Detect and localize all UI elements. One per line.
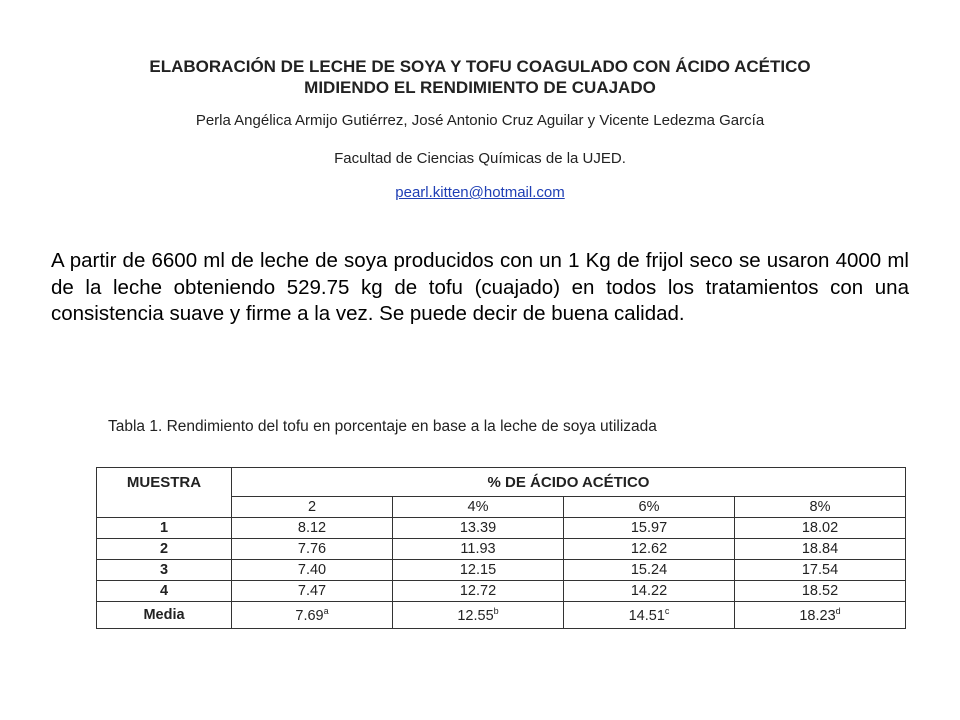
table-cell: 17.54 (735, 560, 906, 581)
table-row (97, 581, 906, 602)
row-label: 3 (97, 560, 232, 581)
row-label: 1 (97, 518, 232, 539)
significance-letter: b (493, 606, 499, 617)
mean-cell (735, 602, 906, 629)
mean-label: Media (97, 602, 232, 629)
table-header-row (97, 468, 906, 497)
title-line-2: MIDIENDO EL RENDIMIENTO DE CUAJADO (304, 78, 656, 97)
table-row (97, 560, 906, 581)
table-cell: 18.02 (735, 518, 906, 539)
column-header: 2 (232, 497, 393, 518)
table-row (97, 518, 906, 539)
table-cell: 15.97 (564, 518, 735, 539)
body-paragraph: A partir de 6600 ml de leche de soya producidos con un 1 Kg de frijol seco se usaron 4000 ml de la leche obteniendo 529.75 kg de tofu (cuajado) en todos los tratamientos con una consistencia suave y firme a la vez. Se puede decir de buena calidad. (51, 249, 909, 325)
table-row (97, 539, 906, 560)
column-header: 6% (564, 497, 735, 518)
significance-letter: a (323, 606, 329, 617)
table-cell: 14.22 (564, 581, 735, 602)
table-caption: Tabla 1. Rendimiento del tofu en porcentaje en base a la leche de soya utilizada (108, 418, 657, 435)
yield-table (96, 467, 906, 629)
table-cell: 18.84 (735, 539, 906, 560)
significance-letter: d (835, 606, 841, 617)
title-line-1: ELABORACIÓN DE LECHE DE SOYA Y TOFU COAGULADO CON ÁCIDO ACÉTICO (149, 57, 811, 76)
table-cell: 8.12 (232, 518, 393, 539)
table-cell: 7.40 (232, 560, 393, 581)
table-cell: 12.62 (564, 539, 735, 560)
table-cell: 15.24 (564, 560, 735, 581)
table-cell: 12.72 (393, 581, 564, 602)
header-acid: % DE ÁCIDO ACÉTICO (232, 468, 906, 497)
mean-row (97, 602, 906, 629)
column-header: 4% (393, 497, 564, 518)
header-sample: MUESTRA (97, 468, 232, 518)
mean-cell (232, 602, 393, 629)
table-cell: 7.76 (232, 539, 393, 560)
significance-letter: c (664, 606, 670, 617)
column-header: 8% (735, 497, 906, 518)
mean-value: 12.55 (457, 607, 494, 624)
mean-value: 7.69 (295, 607, 324, 624)
table-cell: 13.39 (393, 518, 564, 539)
table-cell: 18.52 (735, 581, 906, 602)
table-cell: 7.47 (232, 581, 393, 602)
paper-title (0, 56, 960, 98)
mean-value: 18.23 (799, 607, 836, 624)
paper-header (0, 56, 960, 201)
row-label: 4 (97, 581, 232, 602)
mean-value: 14.51 (628, 607, 665, 624)
row-label: 2 (97, 539, 232, 560)
mean-cell (564, 602, 735, 629)
table-cell: 11.93 (393, 539, 564, 560)
email-link[interactable]: pearl.kitten@hotmail.com (395, 184, 565, 201)
mean-cell (393, 602, 564, 629)
table-cell: 12.15 (393, 560, 564, 581)
authors: Perla Angélica Armijo Gutiérrez, José Antonio Cruz Aguilar y Vicente Ledezma García (195, 112, 765, 129)
affiliation: Facultad de Ciencias Químicas de la UJED. (334, 150, 626, 167)
